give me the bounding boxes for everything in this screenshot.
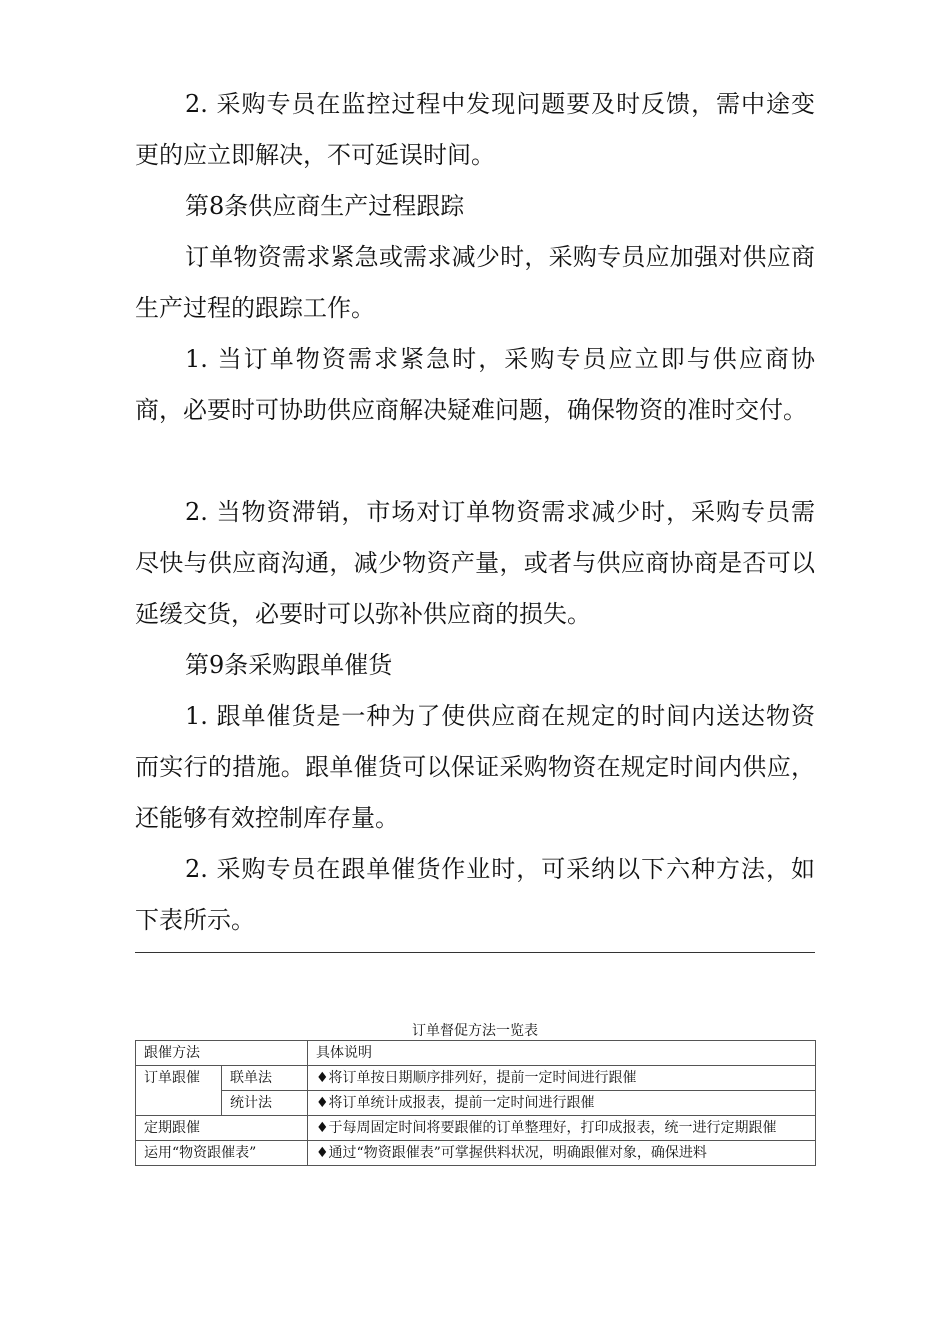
group-label: 订单跟催 bbox=[136, 1066, 222, 1116]
table-row bbox=[136, 1066, 816, 1091]
page-bottom-crop bbox=[130, 1194, 830, 1344]
table-title: 订单督促方法一览表 bbox=[412, 1023, 538, 1039]
paragraph-4: 2. 当物资滞销，市场对订单物资需求减少时，采购专员需尽快与供应商沟通，减少物资产量，或者与供应商协商是否可以延缓交货，必要时可以弥补供应商的损失。 bbox=[135, 498, 815, 628]
methods-table bbox=[135, 1040, 816, 1166]
method-cell: 联单法 bbox=[222, 1066, 308, 1091]
table-row bbox=[136, 1091, 816, 1116]
page-divider bbox=[135, 952, 815, 953]
header-description: 具体说明 bbox=[308, 1041, 816, 1066]
method-cell: 定期跟催 bbox=[136, 1116, 308, 1141]
header-method: 跟催方法 bbox=[136, 1041, 308, 1066]
paragraph-2: 订单物资需求紧急或需求减少时，采购专员应加强对供应商生产过程的跟踪工作。 bbox=[135, 243, 815, 322]
description-cell: ♦于每周固定时间将要跟催的订单整理好，打印成报表，统一进行定期跟催 bbox=[308, 1116, 816, 1141]
paragraph-5: 1. 跟单催货是一种为了使供应商在规定的时间内送达物资而实行的措施。跟单催货可以保证采购物资在规定时间内供应，还能够有效控制库存量。 bbox=[135, 702, 815, 832]
table-row bbox=[136, 1116, 816, 1141]
table-row bbox=[136, 1141, 816, 1166]
paragraph-1: 2. 采购专员在监控过程中发现问题要及时反馈，需中途变更的应立即解决，不可延误时间。 bbox=[135, 90, 815, 169]
description-cell: ♦将订单按日期顺序排列好，提前一定时间进行跟催 bbox=[308, 1066, 816, 1091]
article-9-heading: 第9条采购跟单催货 bbox=[185, 651, 393, 679]
method-cell: 统计法 bbox=[222, 1091, 308, 1116]
description-cell: ♦通过“物资跟催表”可掌握供料状况，明确跟催对象，确保进料 bbox=[308, 1141, 816, 1166]
paragraph-6: 2. 采购专员在跟单催货作业时，可采纳以下六种方法，如下表所示。 bbox=[135, 855, 815, 934]
description-cell: ♦将订单统计成报表，提前一定时间进行跟催 bbox=[308, 1091, 816, 1116]
table-header-row bbox=[136, 1041, 816, 1066]
article-8-heading: 第8条供应商生产过程跟踪 bbox=[185, 192, 465, 220]
method-cell: 运用“物资跟催表” bbox=[136, 1141, 308, 1166]
paragraph-3: 1. 当订单物资需求紧急时，采购专员应立即与供应商协商，必要时可协助供应商解决疑难问题，确保物资的准时交付。 bbox=[135, 345, 815, 424]
